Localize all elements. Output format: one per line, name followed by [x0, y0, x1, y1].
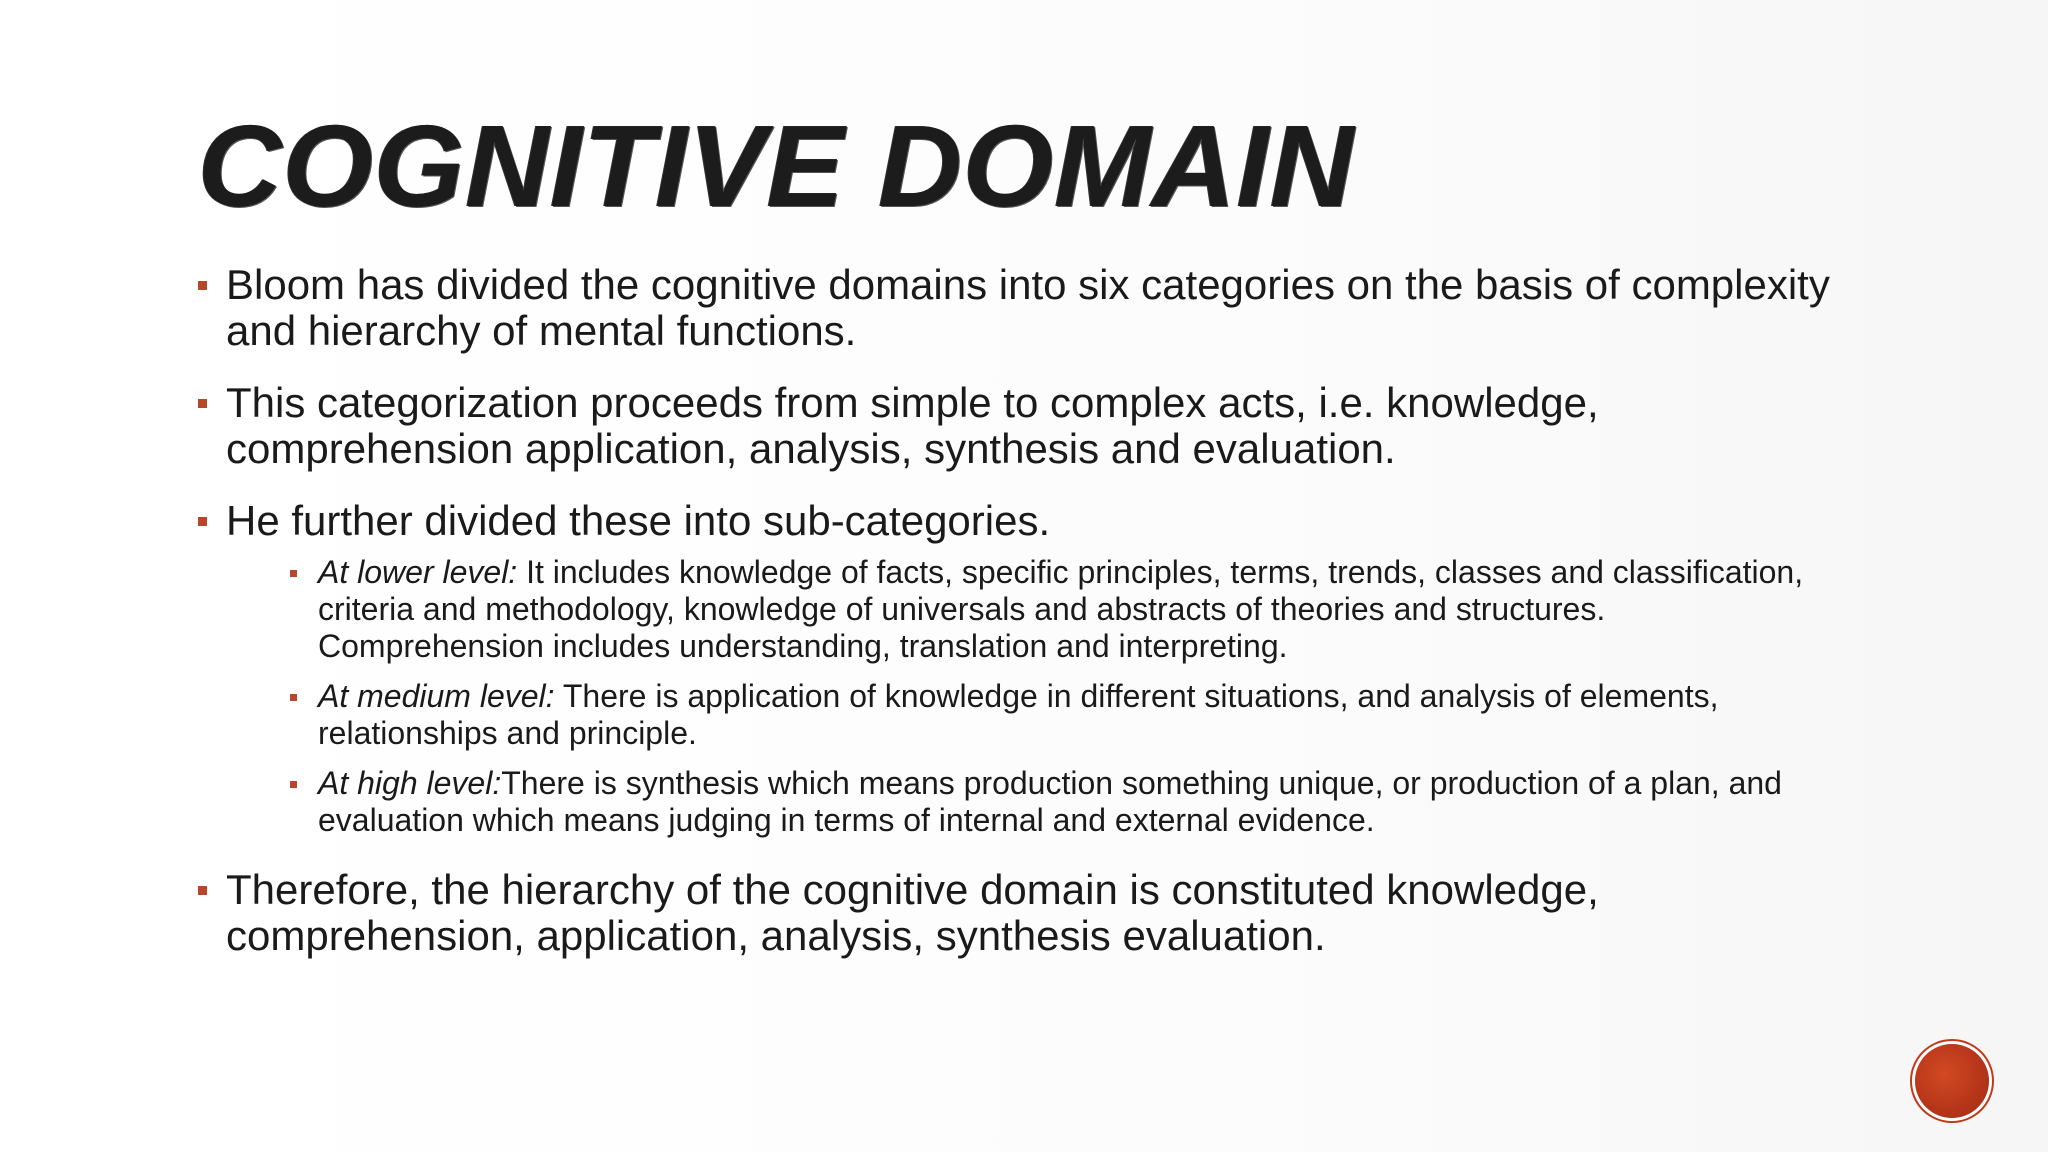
sub-bullet-text: There is application of knowledge in different situations, and analysis of elements, relationships and principle.	[318, 678, 1719, 751]
square-bullet-icon	[290, 694, 297, 701]
sub-bullet-text: There is synthesis which means production something unique, or production of a plan, and evaluation which means judging in terms of internal and external evidence.	[318, 765, 1782, 838]
sub-bullet-item	[288, 765, 1836, 839]
bullet-list	[196, 262, 1836, 985]
bullet-text: This categorization proceeds from simple to complex acts, i.e. knowledge, comprehension application, analysis, synthesis and evaluation.	[226, 379, 1599, 472]
bullet-item	[196, 380, 1836, 472]
bullet-item	[196, 867, 1836, 959]
square-bullet-icon	[198, 886, 207, 895]
bullet-item	[196, 498, 1836, 544]
bullet-item	[196, 262, 1836, 354]
bullet-text: Bloom has divided the cognitive domains into six categories on the basis of complexity and hierarchy of mental functions.	[226, 261, 1830, 354]
square-bullet-icon	[198, 517, 207, 526]
sub-bullet-text: It includes knowledge of facts, specific principles, terms, trends, classes and classification, criteria and methodology, knowledge of universals and abstracts of theories and structures. Comprehension includes understanding, translation and interpreting.	[318, 554, 1804, 664]
sub-bullet-label: At medium level:	[318, 678, 555, 714]
square-bullet-icon	[290, 570, 297, 577]
sub-bullet-label: At high level:	[318, 765, 502, 801]
sub-bullet-item	[288, 554, 1836, 665]
square-bullet-icon	[198, 281, 207, 290]
sub-bullet-list	[196, 554, 1836, 839]
slide-title: COGNITIVE DOMAIN	[198, 101, 1355, 231]
square-bullet-icon	[198, 399, 207, 408]
sub-bullet-item	[288, 678, 1836, 752]
slide-nav-button[interactable]	[1915, 1044, 1989, 1118]
bullet-text: He further divided these into sub-categories.	[226, 497, 1051, 544]
square-bullet-icon	[290, 781, 297, 788]
bullet-text: Therefore, the hierarchy of the cognitive domain is constituted knowledge, comprehension, application, analysis, synthesis evaluation.	[226, 866, 1599, 959]
sub-bullet-label: At lower level:	[318, 554, 518, 590]
